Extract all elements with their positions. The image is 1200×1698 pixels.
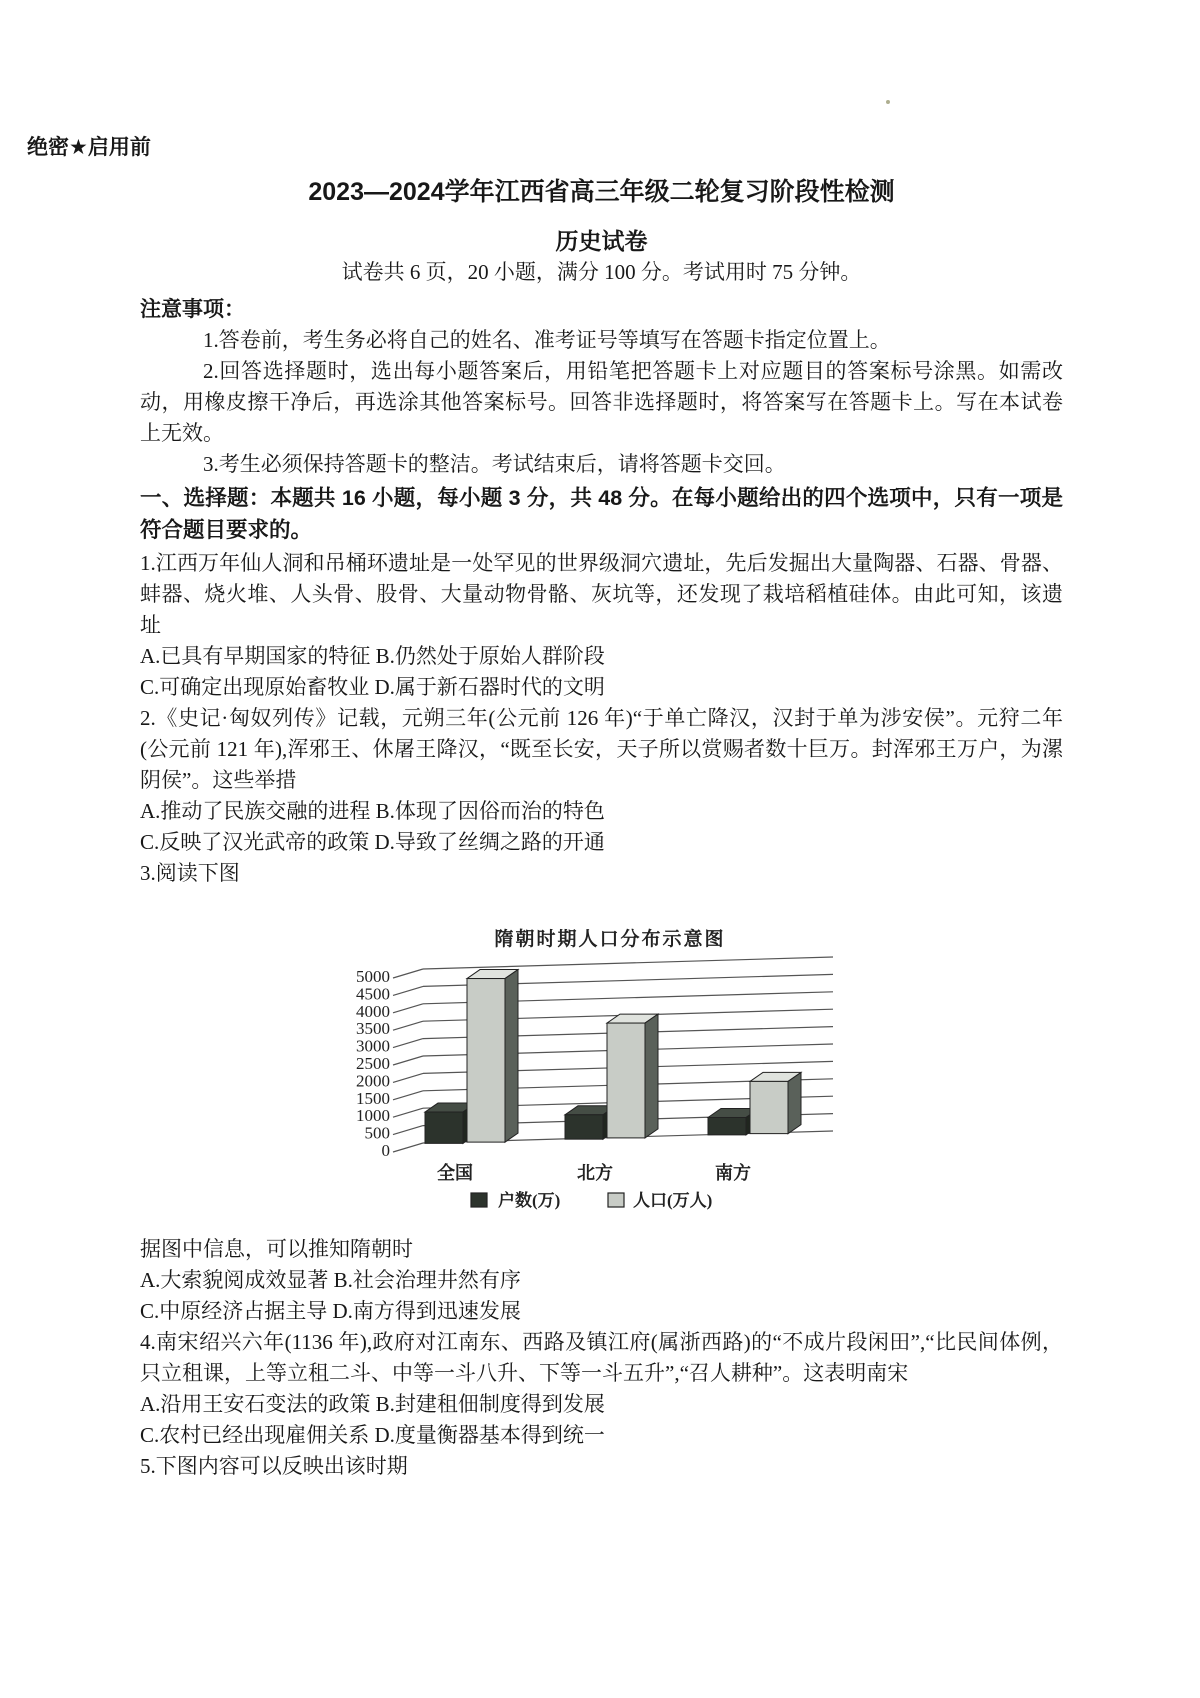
question-1-options-ab: A.已具有早期国家的特征 B.仍然处于原始人群阶段 bbox=[140, 644, 605, 668]
question-4-options-ab: A.沿用王安石变法的政策 B.封建租佃制度得到发展 bbox=[140, 1392, 605, 1416]
question-2-options-cd: C.反映了汉光武帝的政策 D.导致了丝绸之路的开通 bbox=[140, 830, 605, 854]
question-4-options-cd: C.农村已经出现雇佣关系 D.度量衡器基本得到统一 bbox=[140, 1423, 605, 1447]
question-3-options-ab: A.大索貌阅成效显著 B.社会治理井然有序 bbox=[140, 1268, 521, 1292]
svg-text:5000: 5000 bbox=[356, 967, 390, 986]
svg-text:3500: 3500 bbox=[356, 1019, 390, 1039]
sui-population-chart bbox=[328, 915, 1063, 1234]
svg-text:500: 500 bbox=[364, 1123, 390, 1143]
note-item-1: 1.答卷前，考生务必将自己的姓名、准考证号等填写在答题卡指定位置上。 bbox=[203, 328, 891, 352]
svg-text:1500: 1500 bbox=[356, 1088, 390, 1108]
svg-text:户数(万): 户数(万) bbox=[498, 1191, 561, 1210]
question-4-stem: 4.南宋绍兴六年(1136 年),政府对江南东、西路及镇江府(属浙西路)的“不成片段闲田”,“比民间体例，只立租课，上等立租二斗、中等一斗八升、下等一斗五升”,“召人耕种”。这表明南宋 bbox=[140, 1330, 1063, 1385]
question-3-prompt: 据图中信息，可以推知隋朝时 bbox=[140, 1237, 413, 1261]
svg-text:3000: 3000 bbox=[356, 1036, 390, 1056]
svg-text:4500: 4500 bbox=[356, 984, 390, 1004]
question-2-stem: 2.《史记·匈奴列传》记载，元朔三年(公元前 126 年)“于单亡降汉，汉封于单为涉安侯”。元狩二年(公元前 121 年),浑邪王、休屠王降汉，“既至长安，天子所以赏赐者数十巨万。封浑邪王万户，为漯阴侯”。这些举措 bbox=[140, 706, 1063, 792]
note-item-2: 2.回答选择题时，选出每小题答案后，用铅笔把答题卡上对应题目的答案标号涂黑。如需改动，用橡皮擦干净后，再选涂其他答案标号。回答非选择题时，将答案写在答题卡上。写在本试卷上无效。 bbox=[140, 359, 1063, 445]
question-5-lead: 5.下图内容可以反映出该时期 bbox=[140, 1454, 408, 1478]
exam-content bbox=[140, 175, 1063, 1482]
note-item-3: 3.考生必须保持答题卡的整洁。考试结束后，请将答题卡交回。 bbox=[203, 452, 786, 476]
svg-text:人口(万人): 人口(万人) bbox=[633, 1191, 713, 1210]
question-1-stem: 1.江西万年仙人洞和吊桶环遗址是一处罕见的世界级洞穴遗址，先后发掘出大量陶器、石器、骨器、蚌器、烧火堆、人头骨、股骨、大量动物骨骼、灰坑等，还发现了栽培稻植硅体。由此可知，该遗址 bbox=[140, 551, 1063, 637]
question-1-options-cd: C.可确定出现原始畜牧业 D.属于新石器时代的文明 bbox=[140, 675, 605, 699]
question-3-options-cd: C.中原经济占据主导 D.南方得到迅速发展 bbox=[140, 1299, 521, 1323]
svg-text:北方: 北方 bbox=[577, 1163, 613, 1183]
security-label: 绝密★启用前 bbox=[27, 136, 151, 159]
section-one-heading: 一、选择题：本题共 16 小题，每小题 3 分，共 48 分。在每小题给出的四个选项中，只有一项是符合题目要求的。 bbox=[140, 486, 1063, 542]
population-chart-svg bbox=[328, 915, 848, 1225]
svg-text:全国: 全国 bbox=[437, 1163, 473, 1183]
scan-speck bbox=[886, 100, 890, 104]
svg-text:隋朝时期人口分布示意图: 隋朝时期人口分布示意图 bbox=[494, 929, 726, 950]
svg-text:1000: 1000 bbox=[356, 1106, 390, 1126]
paper-info: 试卷共 6 页，20 小题，满分 100 分。考试用时 75 分钟。 bbox=[341, 260, 862, 284]
svg-text:2000: 2000 bbox=[356, 1071, 390, 1091]
question-2-options-ab: A.推动了民族交融的进程 B.体现了因俗而治的特色 bbox=[140, 799, 605, 823]
exam-title: 2023—2024学年江西省高三年级二轮复习阶段性检测 bbox=[308, 178, 895, 206]
svg-text:2500: 2500 bbox=[356, 1054, 390, 1073]
notes-heading: 注意事项： bbox=[140, 298, 245, 321]
svg-text:0: 0 bbox=[381, 1141, 390, 1160]
svg-text:南方: 南方 bbox=[715, 1163, 751, 1183]
svg-text:4000: 4000 bbox=[356, 1001, 390, 1021]
question-3-lead: 3.阅读下图 bbox=[140, 861, 240, 885]
paper-title: 历史试卷 bbox=[555, 228, 648, 254]
